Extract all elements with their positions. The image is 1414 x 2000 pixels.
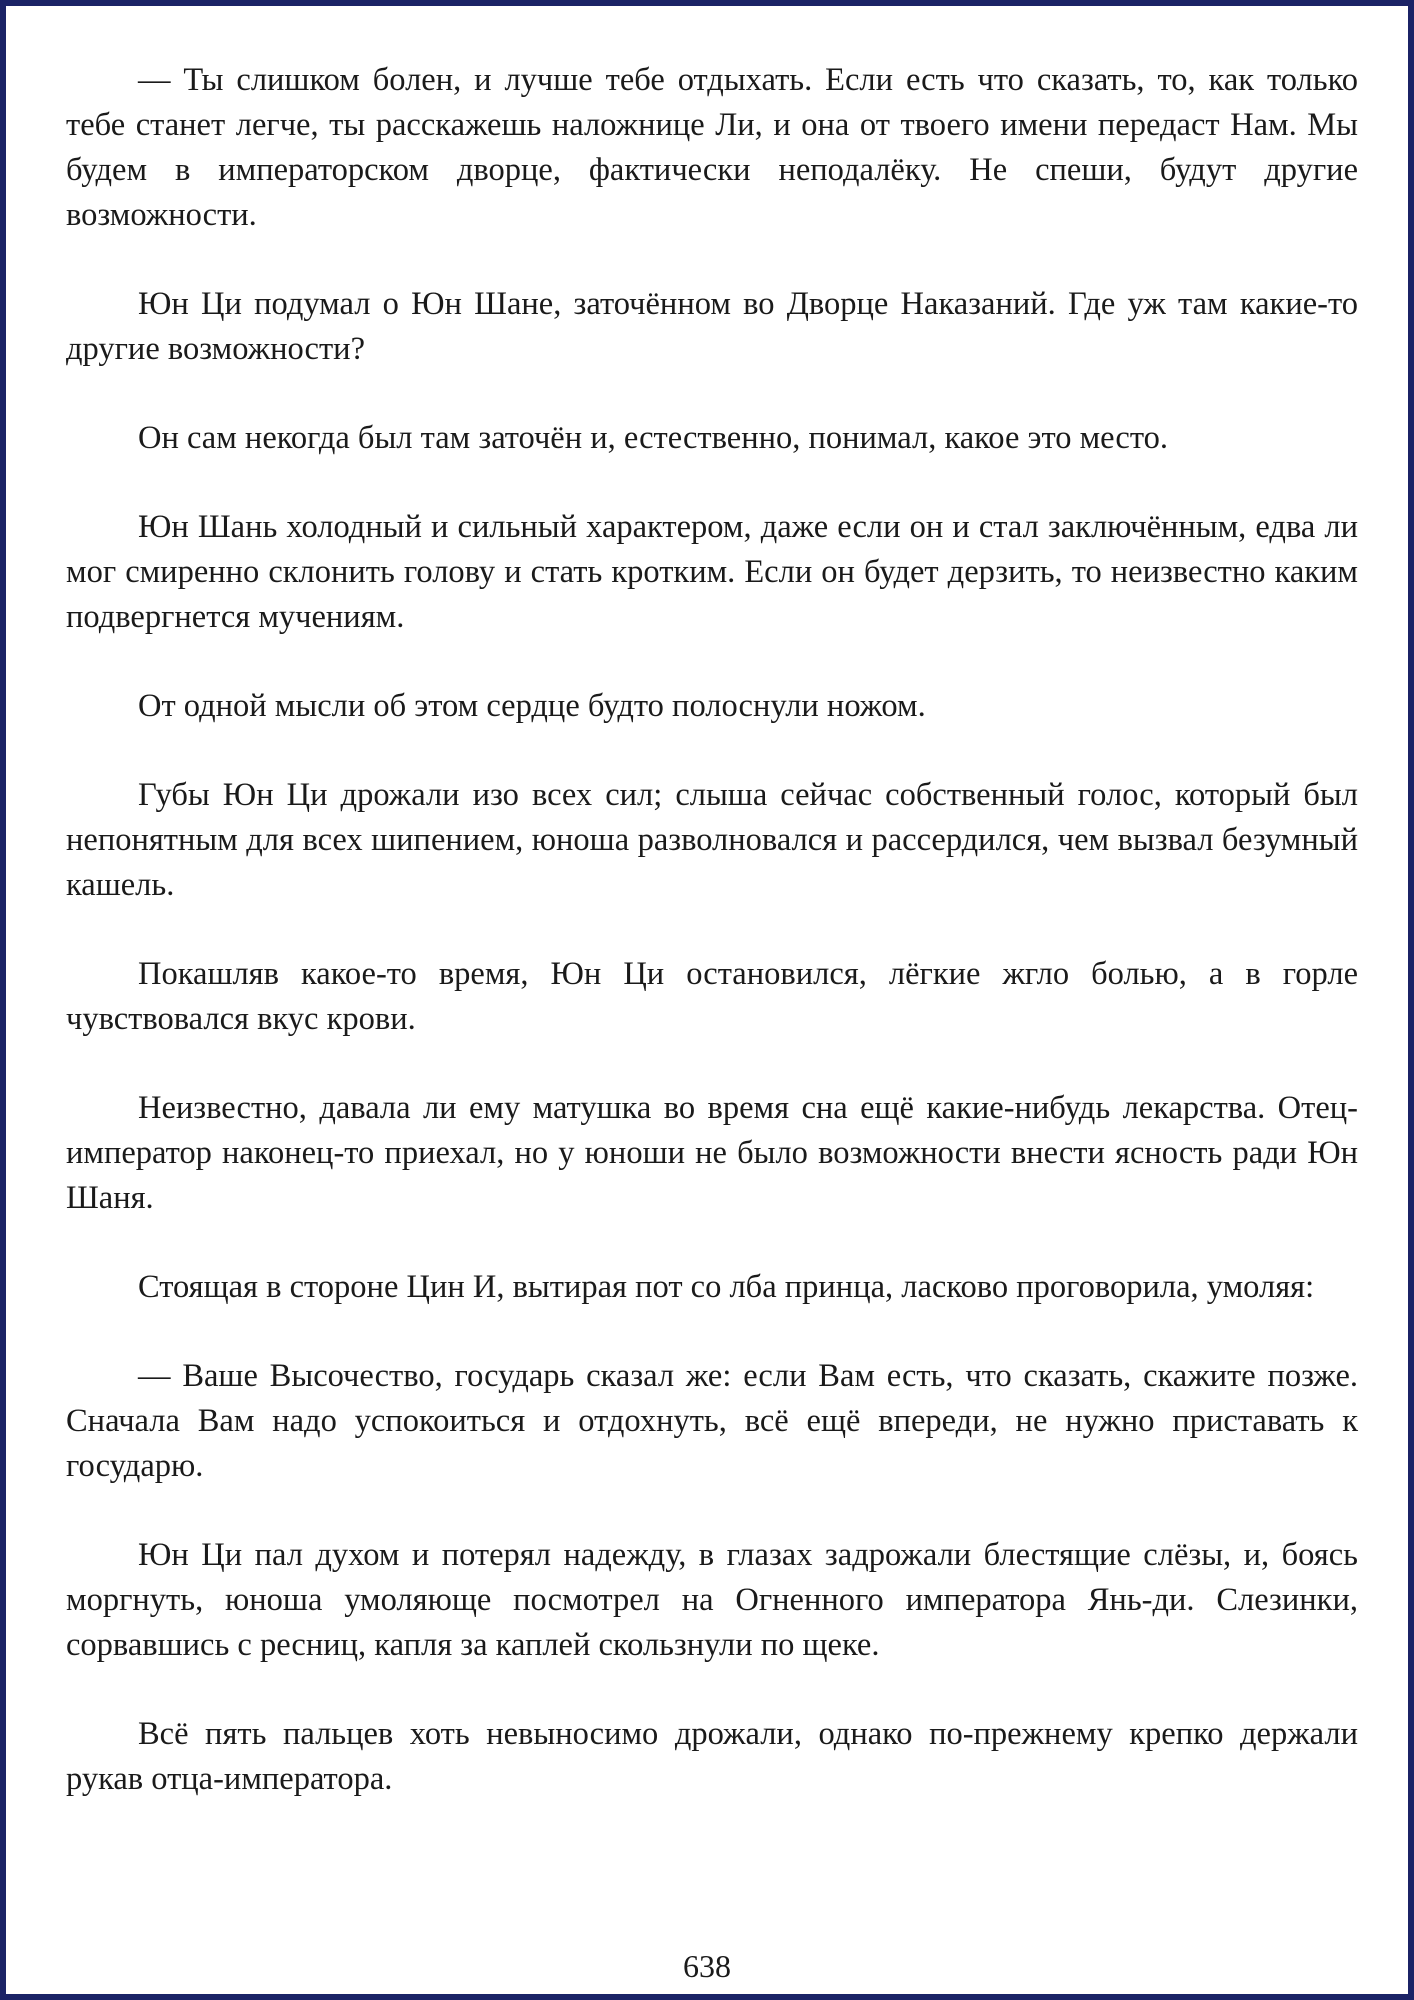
paragraph-7: Покашляв какое-то время, Юн Ци остановился, лёгкие жгло болью, а в горле чувствовался вкус крови. (66, 956, 1358, 1037)
body-text (66, 58, 1358, 1846)
paragraph-10: — Ваше Высочество, государь сказал же: если Вам есть, что сказать, скажите позже. Сначала Вам надо успокоиться и отдохнуть, всё ещё впереди, не нужно приставать к государю. (66, 1358, 1358, 1484)
paragraph-1: — Ты слишком болен, и лучше тебе отдыхать. Если есть что сказать, то, как только тебе станет легче, ты расскажешь наложнице Ли, и она от твоего имени передаст Нам. Мы будем в императорском дворце, фактически неподалёку. Не спеши, будут другие возможности. (66, 62, 1358, 233)
paragraph-11: Юн Ци пал духом и потерял надежду, в глазах задрожали блестящие слёзы, и, боясь моргнуть, юноша умоляюще посмотрел на Огненного императора Янь-ди. Слезинки, сорвавшись с ресниц, капля за каплей скользнули по щеке. (66, 1537, 1358, 1663)
page-number: 638 (683, 1948, 731, 1984)
paragraph-6: Губы Юн Ци дрожали изо всех сил; слыша сейчас собственный голос, который был непонятным для всех шипением, юноша разволновался и рассердился, чем вызвал безумный кашель. (66, 777, 1358, 903)
paragraph-9: Стоящая в стороне Цин И, вытирая пот со лба принца, ласково проговорила, умоляя: (138, 1269, 1315, 1305)
paragraph-4: Юн Шань холодный и сильный характером, даже если он и стал заключённым, едва ли мог смиренно склонить голову и стать кротким. Если он будет дерзить, то неизвестно каким подвергнется мучениям. (66, 509, 1358, 635)
paragraph-5: От одной мысли об этом сердце будто полоснули ножом. (138, 688, 926, 724)
paragraph-12: Всё пять пальцев хоть невыносимо дрожали, однако по-прежнему крепко держали рукав отца-императора. (66, 1716, 1358, 1797)
paragraph-3: Он сам некогда был там заточён и, естественно, понимал, какое это место. (138, 420, 1168, 456)
paragraph-8: Неизвестно, давала ли ему матушка во время сна ещё какие-нибудь лекарства. Отец-император наконец-то приехал, но у юноши не было возможности внести ясность ради Юн Шаня. (66, 1090, 1358, 1216)
paragraph-2: Юн Ци подумал о Юн Шане, заточённом во Дворце Наказаний. Где уж там какие-то другие возможности? (66, 286, 1358, 367)
